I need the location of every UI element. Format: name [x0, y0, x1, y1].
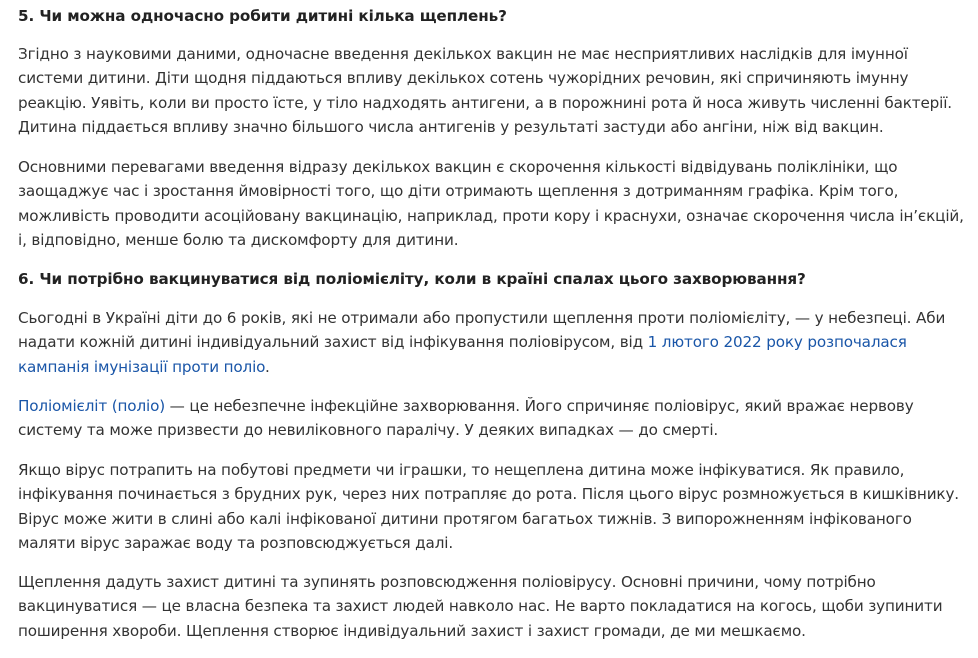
- immunization-campaign-link[interactable]: 1 лютого 2022 року розпочалася кампанія імунізації проти полio: [18, 333, 907, 376]
- paragraph-polio-definition: [18, 394, 968, 443]
- paragraph-polio-ukraine-end: .: [265, 357, 270, 376]
- paragraph-polio-ukraine: [18, 306, 968, 379]
- polio-link[interactable]: Поліомієліт (поліо): [18, 397, 165, 415]
- paragraph-vaccination-reasons: Щеплення дадуть захист дитині та зупинять розповсюдження поліовірусу. Основні причини, чому потрібно вакцинуватися — це власна безпека та захист людей навколо нас. Не варто покладатися на когось, щоби зупинити поширення хвороби. Щеплення створює індивідуальний захист і захист громади, де ми мешкаємо.: [18, 573, 943, 640]
- section-heading-6: 6. Чи потрібно вакцинуватися від поліомієліту, коли в країні спалах цього захворювання?: [18, 270, 806, 288]
- paragraph-infection-path: Якщо вірус потрапить на побутові предмети чи іграшки, то нещеплена дитина може інфікуватися. Як правило, інфікування починається з брудних рук, через них потрапляє до рота. Після цього вірус розмножується в кишківнику. Вірус може жити в слині або калі інфікованої дитини протягом багатьох тижнів. З випорожненням інфікованого маляти вірус заражає воду та розповсюджується далі.: [18, 461, 959, 552]
- paragraph-benefits: Основними перевагами введення відразу декількох вакцин є скорочення кількості відвідувань поліклініки, що заощаджує час і зростання ймовірності того, що діти отримають щеплення з дотриманням графіка. Крім того, можливість проводити асоційовану вакцинацію, наприклад, проти кору і краснухи, означає скорочення числа ін’єкцій, і, відповідно, менше болю та дискомфорту для дитини.: [18, 158, 964, 249]
- section-heading-5: 5. Чи можна одночасно робити дитині кілька щеплень?: [18, 7, 507, 25]
- paragraph-polio-definition-text: — це небезпечне інфекційне захворювання. Його спричиняє поліовірус, який вражає нервову систему та може призвести до невиліковного паралічу. У деяких випадках — до смерті.: [18, 397, 914, 440]
- paragraph-polio-ukraine-text: Сьогодні в Україні діти до 6 років, які не отримали або пропустили щеплення проти поліомієліту, — у небезпеці. Аби надати кожній дитині індивідуальний захист від інфікування поліовірусом, від: [18, 309, 946, 352]
- paragraph-simultaneous-vaccines: Згідно з науковими даними, одночасне введення декількох вакцин не має несприятливих наслідків для імунної системи дитини. Діти щодня піддаються впливу декількох сотень чужорідних речовин, які спричиняють імунну реакцію. Уявіть, коли ви просто їсте, у тіло надходять антигени, а в порожнині рота й носа живуть численні бактерії. Дитина піддається впливу значно більшого числа антигенів у результаті застуди або ангіни, ніж від вакцин.: [18, 45, 952, 136]
